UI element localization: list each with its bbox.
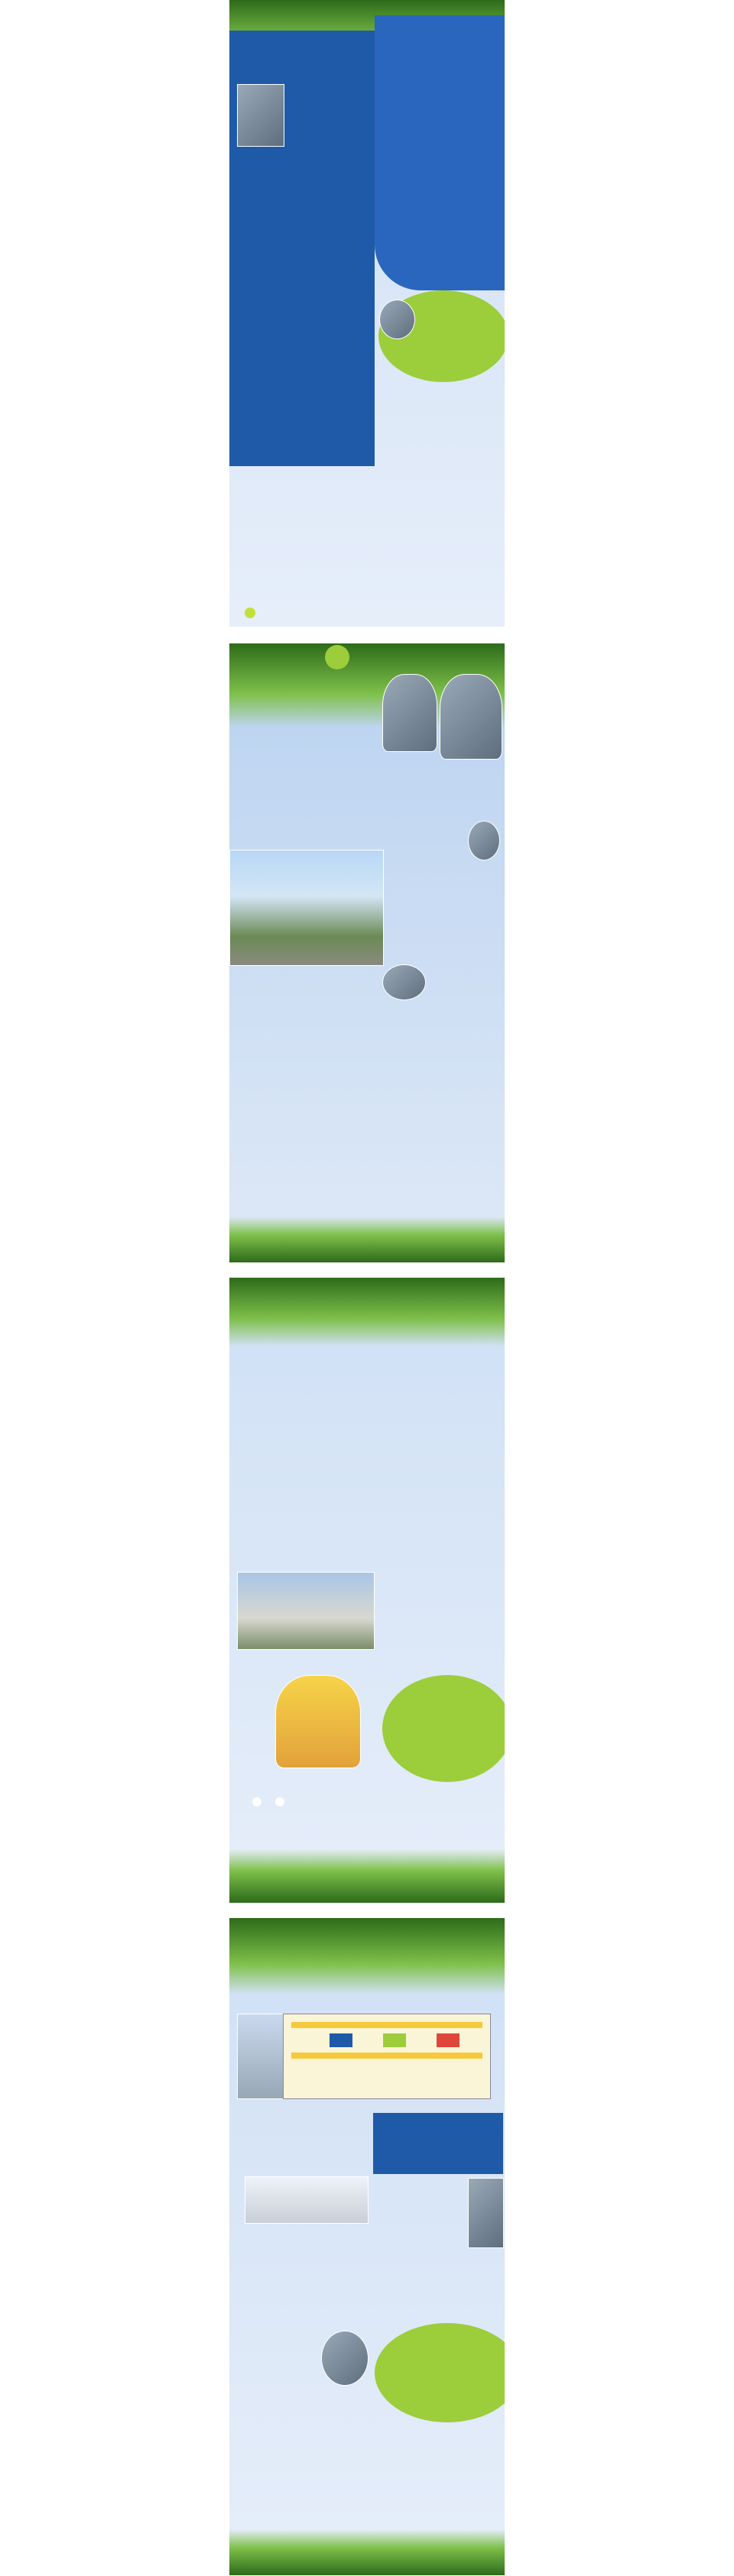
edito-photo (468, 821, 500, 860)
child-photo (275, 1675, 361, 1768)
partner-logos (229, 550, 505, 596)
page-number (252, 1797, 261, 1806)
issue-number (325, 645, 349, 669)
new-oval (375, 2323, 505, 2422)
edito-meeting-photo (382, 964, 426, 1000)
building-photo (237, 2014, 284, 2099)
schedule-panel (375, 15, 505, 290)
grass-decoration (229, 2529, 505, 2575)
progress-chart (229, 1377, 505, 1553)
map-building (330, 2033, 352, 2047)
restruct-photo (468, 2178, 504, 2248)
media-photo (229, 850, 384, 966)
resid-photo (245, 2176, 369, 2224)
works-map (283, 2014, 491, 2099)
cover-photo-woman (382, 674, 437, 752)
grass-decoration (229, 1849, 505, 1903)
association-photo (237, 84, 284, 147)
group-oval (382, 1675, 505, 1782)
page-source (229, 1918, 505, 2575)
restruct-header (373, 2113, 503, 2174)
page-number (275, 1797, 284, 1806)
page-number (245, 608, 255, 618)
grass-decoration (229, 1217, 505, 1262)
portrait-photo (379, 300, 415, 339)
map-road (291, 2022, 482, 2028)
page-back-cover (229, 0, 505, 627)
page-cover (229, 643, 505, 1262)
school-photo (237, 1572, 375, 1650)
cover-photo-man (440, 674, 502, 760)
resident-photo (321, 2331, 369, 2386)
map-building (437, 2033, 460, 2047)
map-road (291, 2053, 482, 2059)
grass-decoration (229, 1278, 505, 1346)
association-panel (229, 31, 375, 466)
grass-decoration (229, 1918, 505, 1994)
page-progress (229, 1278, 505, 1903)
map-building (383, 2033, 406, 2047)
